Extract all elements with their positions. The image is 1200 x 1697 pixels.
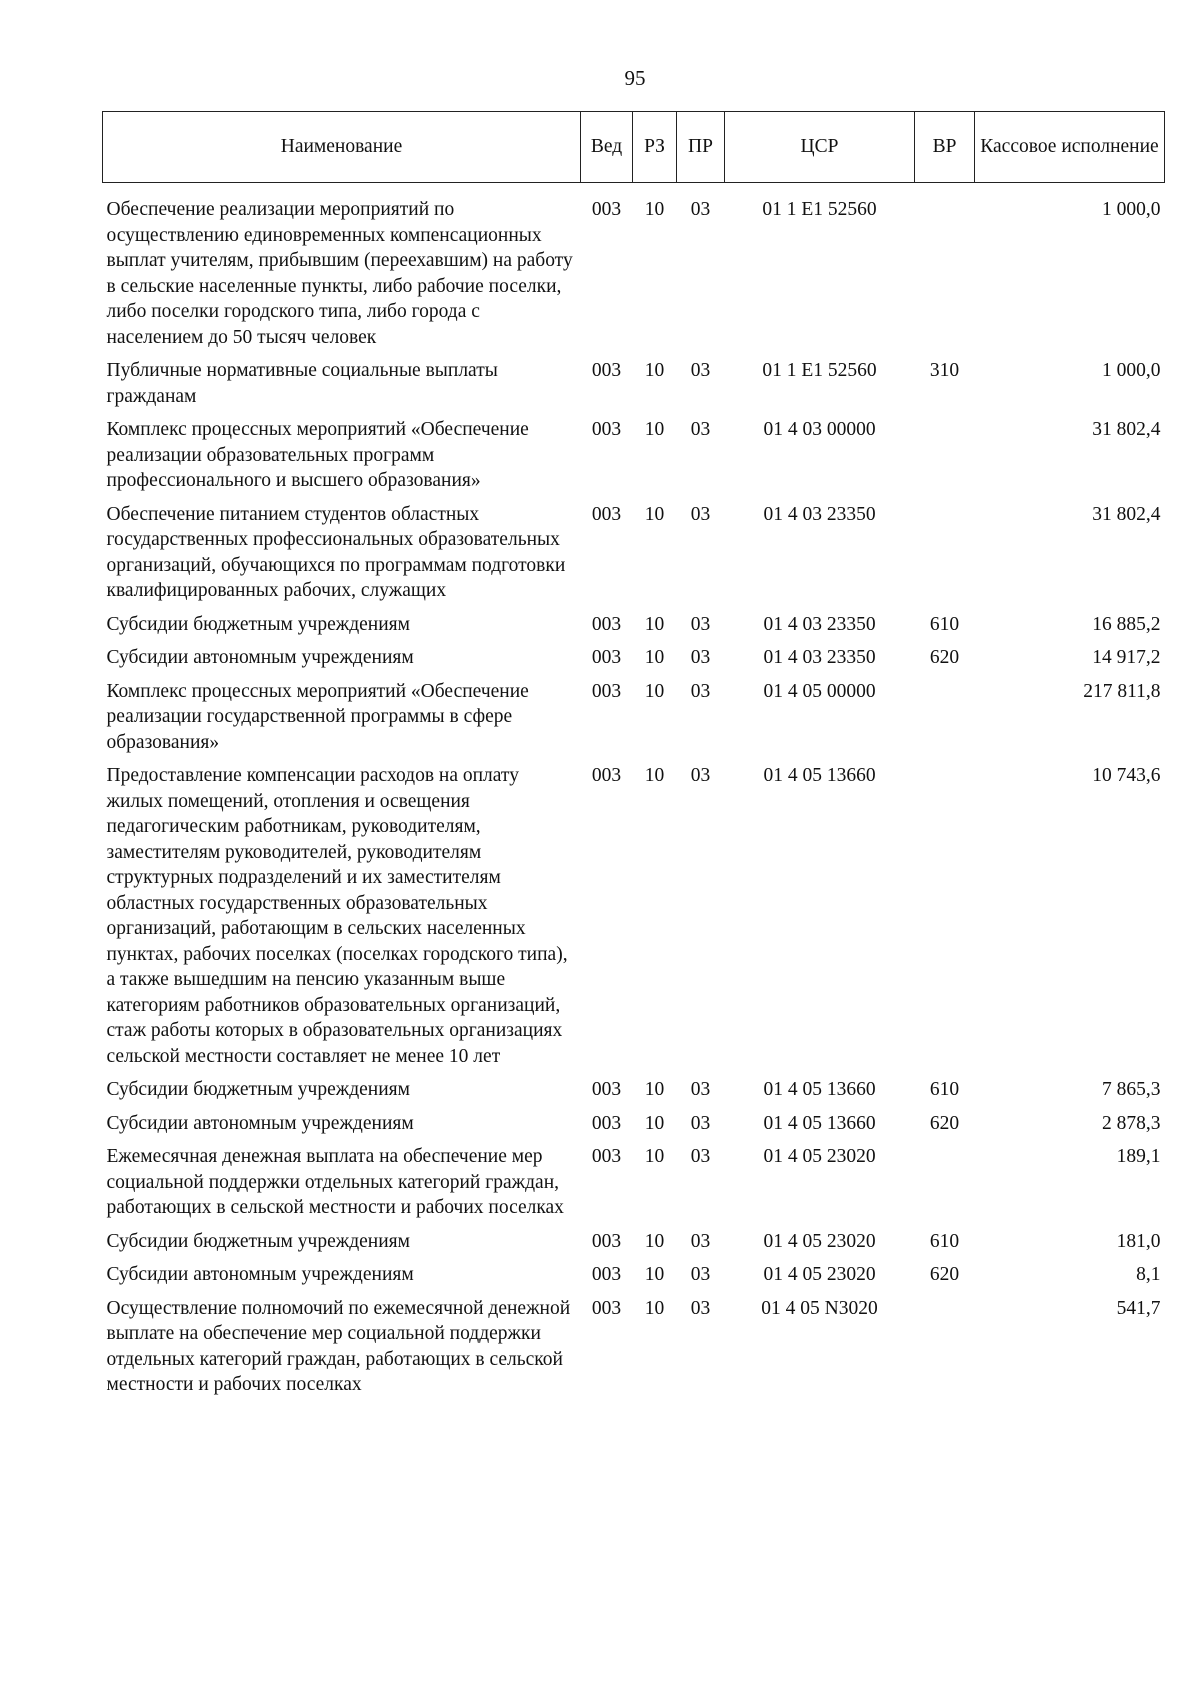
cell-ved: 003 (591, 1230, 622, 1252)
cell-pr: 03 (690, 360, 711, 381)
cell-pr: 03 (690, 1297, 711, 1319)
cell-amount: 181,0 (1116, 1230, 1161, 1252)
table-row (103, 1111, 1165, 1145)
expenditure-table (102, 111, 1165, 1406)
cell-csr: 01 4 03 23350 (763, 647, 876, 668)
cell-vr: 610 (929, 613, 960, 635)
cell-pr: 03 (690, 503, 711, 525)
cell-amount: 2 878,3 (1102, 1112, 1161, 1134)
table-row (103, 1077, 1165, 1111)
cell-rz: 10 (644, 613, 665, 635)
cell-vr (915, 502, 975, 612)
header-vr: ВР (915, 112, 975, 183)
cell-csr: 01 1 E1 52560 (762, 199, 877, 220)
table-row (103, 645, 1165, 679)
cell-name: Публичные нормативные социальные выплаты гражданам (106, 360, 498, 407)
header-pr: ПР (677, 112, 725, 183)
cell-csr: 01 4 05 N3020 (761, 1297, 878, 1319)
cell-pr: 03 (690, 765, 711, 786)
cell-rz: 10 (644, 199, 665, 220)
cell-pr: 03 (690, 680, 711, 702)
cell-pr: 03 (690, 1146, 711, 1167)
cell-csr: 01 4 05 00000 (763, 680, 876, 702)
cell-name: Субсидии бюджетным учреждениям (106, 1230, 410, 1252)
cell-amount: 31 802,4 (1092, 419, 1161, 440)
table-row (103, 358, 1165, 417)
table-header-row (103, 112, 1165, 183)
cell-ved: 003 (591, 1112, 622, 1134)
cell-pr: 03 (690, 1112, 711, 1134)
cell-vr: 620 (929, 1112, 960, 1134)
cell-ved: 003 (591, 199, 622, 220)
table-row (103, 612, 1165, 646)
cell-pr: 03 (690, 1264, 711, 1285)
table-row (103, 1262, 1165, 1296)
cell-rz: 10 (644, 503, 665, 525)
cell-rz: 10 (644, 1112, 665, 1134)
table-row (103, 1296, 1165, 1406)
cell-ved: 003 (591, 1079, 622, 1100)
cell-ved: 003 (591, 613, 622, 635)
cell-csr: 01 4 05 23020 (763, 1264, 876, 1285)
cell-pr: 03 (690, 647, 711, 668)
cell-amount: 31 802,4 (1092, 503, 1161, 525)
cell-name: Обеспечение реализации мероприятий по осуществлению единовременных компенсационных выплат учителям, прибывшим (переехавшим) на работу в сельские населенные пункты, либо рабочие поселки, либо поселки городского типа, либо города с населением до 50 тысяч человек (106, 199, 573, 348)
cell-amount: 1 000,0 (1102, 360, 1161, 381)
cell-ved: 003 (591, 419, 622, 440)
cell-rz: 10 (644, 419, 665, 440)
cell-name: Обеспечение питанием студентов областных государственных профессиональных образовательных организаций, обучающихся по программам подготовки квалифицированных рабочих, служащих (106, 503, 566, 601)
table-row (103, 679, 1165, 764)
cell-csr: 01 4 03 00000 (763, 419, 876, 440)
cell-amount: 8,1 (1136, 1264, 1161, 1285)
cell-name: Предоставление компенсации расходов на оплату жилых помещений, отопления и освещения педагогическим работникам, руководителям, заместителям руководителей, руководителям структурных подразделений и их заместителям областных государственных образовательных организаций, работающим в сельских населенных пунктах, рабочих поселках (поселках городского типа), а также вышедшим на пенсию указанным выше категориям работников образовательных организаций, стаж работы которых в образовательных организациях сельской местности составляет не менее 10 лет (106, 765, 568, 1067)
cell-name: Комплекс процессных мероприятий «Обеспечение реализации образовательных программ профессионального и высшего образования» (106, 419, 529, 491)
cell-vr (915, 183, 975, 359)
cell-csr: 01 4 05 13660 (763, 765, 876, 786)
cell-ved: 003 (591, 680, 622, 702)
cell-rz: 10 (644, 1297, 665, 1319)
cell-csr: 01 4 05 13660 (763, 1112, 876, 1134)
cell-vr: 620 (929, 1264, 960, 1285)
cell-amount: 16 885,2 (1092, 613, 1161, 635)
table-row (103, 1229, 1165, 1263)
table-row (103, 183, 1165, 359)
table-row (103, 1144, 1165, 1229)
cell-ved: 003 (591, 647, 622, 668)
cell-rz: 10 (644, 1146, 665, 1167)
cell-amount: 10 743,6 (1092, 765, 1161, 786)
cell-csr: 01 1 E1 52560 (762, 360, 877, 381)
cell-ved: 003 (591, 360, 622, 381)
cell-amount: 541,7 (1116, 1297, 1161, 1319)
cell-csr: 01 4 05 13660 (763, 1079, 876, 1100)
cell-pr: 03 (690, 419, 711, 440)
cell-pr: 03 (690, 199, 711, 220)
cell-pr: 03 (690, 1079, 711, 1100)
cell-name: Ежемесячная денежная выплата на обеспечение мер социальной поддержки отдельных категорий граждан, работающих в сельской местности и рабочих поселках (106, 1146, 564, 1218)
cell-amount: 14 917,2 (1092, 647, 1161, 668)
cell-ved: 003 (591, 1297, 622, 1319)
cell-rz: 10 (644, 360, 665, 381)
cell-vr: 610 (929, 1230, 960, 1252)
cell-rz: 10 (644, 680, 665, 702)
cell-vr: 620 (929, 647, 960, 668)
cell-ved: 003 (591, 1264, 622, 1285)
cell-vr (915, 1144, 975, 1229)
cell-name: Субсидии бюджетным учреждениям (106, 1079, 410, 1100)
cell-amount: 217 811,8 (1083, 680, 1161, 702)
cell-pr: 03 (690, 1230, 711, 1252)
cell-csr: 01 4 03 23350 (763, 613, 876, 635)
page-number: 95 (624, 66, 646, 90)
cell-vr (915, 1296, 975, 1406)
table-row (103, 417, 1165, 502)
cell-name: Осуществление полномочий по ежемесячной денежной выплате на обеспечение мер социальной поддержки отдельных категорий граждан, работающих в сельской местности и рабочих поселках (106, 1297, 571, 1395)
cell-name: Субсидии бюджетным учреждениям (106, 613, 410, 635)
cell-amount: 7 865,3 (1102, 1079, 1161, 1100)
header-ved: Вед (581, 112, 633, 183)
table-row (103, 763, 1165, 1077)
cell-rz: 10 (644, 647, 665, 668)
cell-rz: 10 (644, 1264, 665, 1285)
cell-csr: 01 4 03 23350 (763, 503, 876, 525)
cell-rz: 10 (644, 1230, 665, 1252)
cell-name: Комплекс процессных мероприятий «Обеспечение реализации государственной программы в сфере образования» (106, 680, 529, 753)
cell-vr: 610 (929, 1079, 960, 1100)
header-rz: РЗ (633, 112, 677, 183)
cell-vr (915, 679, 975, 764)
cell-name: Субсидии автономным учреждениям (106, 1264, 414, 1285)
cell-name: Субсидии автономным учреждениям (106, 1112, 414, 1134)
cell-ved: 003 (591, 765, 622, 786)
cell-ved: 003 (591, 1146, 622, 1167)
header-name: Наименование (103, 112, 581, 183)
header-csr: ЦСР (725, 112, 915, 183)
cell-csr: 01 4 05 23020 (763, 1146, 876, 1167)
header-amount: Кассовое исполнение (975, 112, 1165, 183)
cell-amount: 1 000,0 (1102, 199, 1161, 220)
cell-name: Субсидии автономным учреждениям (106, 647, 414, 668)
cell-vr (915, 417, 975, 502)
cell-pr: 03 (690, 613, 711, 635)
cell-rz: 10 (644, 1079, 665, 1100)
table-body (103, 183, 1165, 1406)
cell-vr (915, 763, 975, 1077)
table-row (103, 502, 1165, 612)
cell-rz: 10 (644, 765, 665, 786)
cell-csr: 01 4 05 23020 (763, 1230, 876, 1252)
cell-vr: 310 (929, 360, 960, 381)
cell-amount: 189,1 (1116, 1146, 1161, 1167)
cell-ved: 003 (591, 503, 622, 525)
